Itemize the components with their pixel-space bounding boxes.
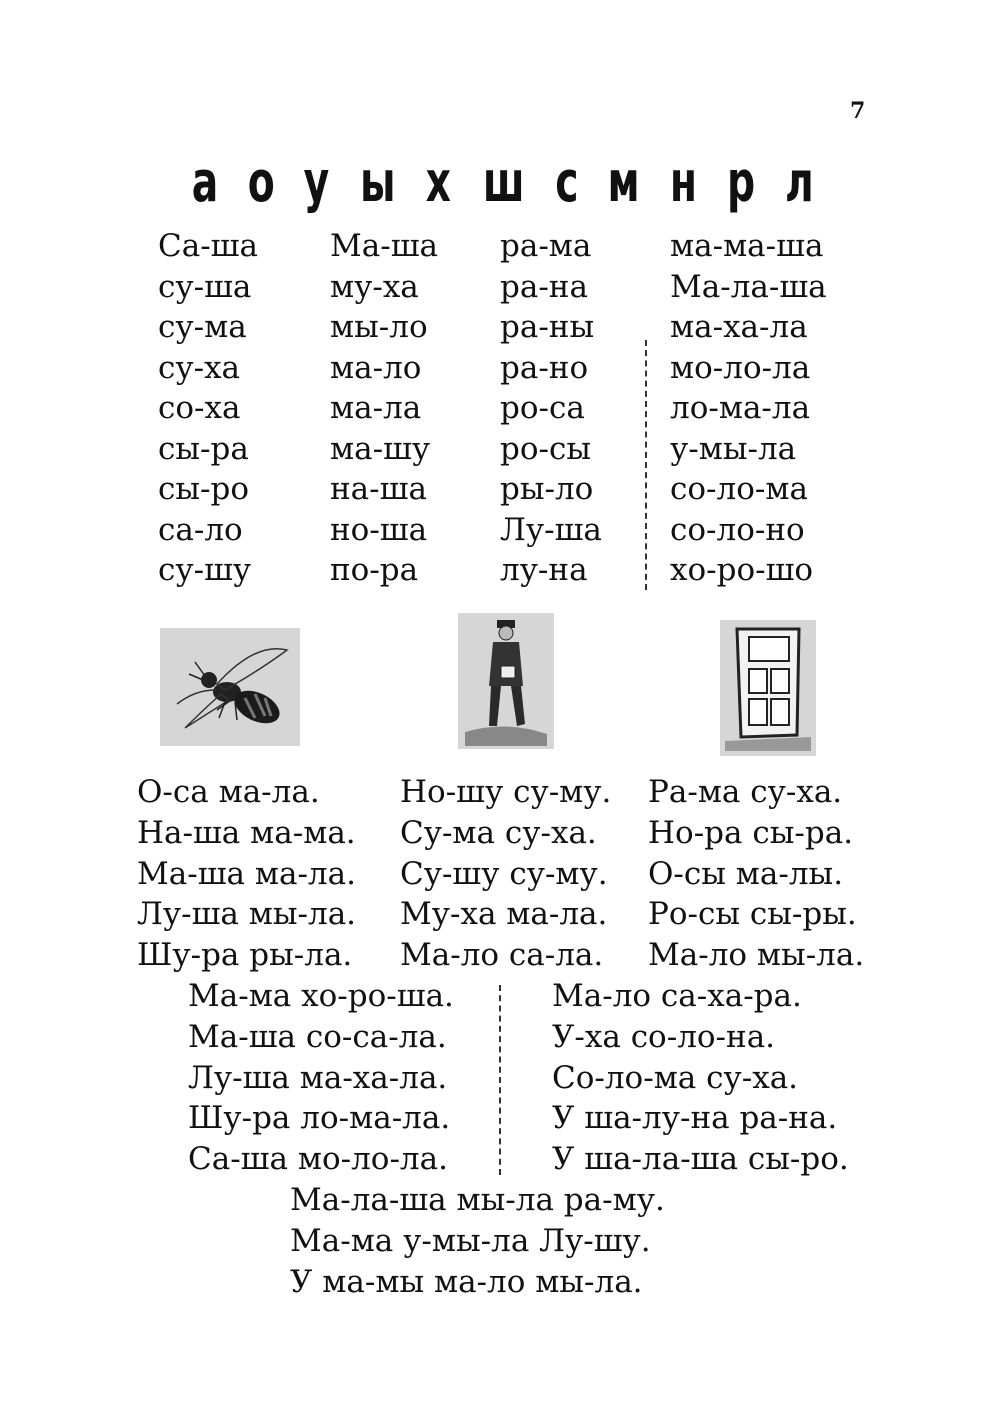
column-divider — [499, 985, 501, 1175]
sentence: Са-ша мо-ло-ла. — [188, 1141, 448, 1178]
sentence: У ша-лу-на ра-на. — [552, 1100, 838, 1137]
syllable-word: лу-на — [500, 552, 588, 588]
sentence: О-са ма-ла. — [137, 774, 320, 810]
syllable-word: су-ма — [158, 309, 247, 345]
sentence: Ма-ла-ша мы-ла ра-му. — [290, 1182, 665, 1218]
letter: у — [303, 150, 330, 215]
window-frame-picture — [720, 620, 816, 756]
syllable-word: Ма-ла-ша — [670, 268, 827, 305]
syllable-word: су-ха — [158, 349, 241, 386]
sentence-column-1 — [137, 772, 356, 976]
syllable-column-2 — [330, 226, 438, 591]
syllable-word: ма-ла — [330, 390, 422, 426]
letter: а — [191, 150, 219, 215]
sentence: У ша-ла-ша сы-ро. — [552, 1141, 849, 1178]
column-divider — [645, 340, 647, 590]
syllable-word: мо-ло-ла — [670, 349, 811, 386]
syllable-word: сы-ро — [158, 471, 250, 507]
wasp-picture — [160, 628, 300, 746]
letter: л — [784, 150, 814, 215]
sentence: О-сы ма-лы. — [648, 855, 844, 892]
sentence: Ма-ло са-ха-ра. — [552, 978, 802, 1014]
syllable-word: на-ша — [330, 471, 427, 507]
letter: ы — [359, 150, 396, 215]
syllable-word: Лу-ша — [500, 511, 602, 548]
sentence: Су-ма су-ха. — [400, 814, 597, 851]
syllable-column-3 — [500, 226, 602, 591]
sentence-pairs-left — [188, 976, 454, 1180]
sentence: Ма-ло мы-ла. — [648, 937, 865, 974]
letter: н — [670, 150, 698, 215]
sentence: Шу-ра ло-ма-ла. — [188, 1100, 451, 1137]
sentence: Ма-ма хо-ро-ша. — [188, 978, 454, 1014]
letter: ш — [482, 150, 525, 215]
syllable-column-1 — [158, 226, 258, 591]
window-frame-icon — [723, 623, 813, 753]
syllable-word: ма-шу — [330, 430, 431, 467]
sentence: Лу-ша ма-ха-ла. — [188, 1059, 448, 1096]
syllable-word: мы-ло — [330, 309, 428, 345]
syllable-word: по-ра — [330, 552, 419, 588]
letter: р — [727, 150, 756, 215]
sentence: Лу-ша мы-ла. — [137, 896, 357, 933]
sentence-pairs-right — [552, 976, 849, 1180]
sentence: Ма-ша со-са-ла. — [188, 1018, 447, 1055]
syllable-word: у-мы-ла — [670, 430, 797, 467]
syllable-word: ра-на — [500, 268, 588, 305]
sentence: Но-шу су-му. — [400, 774, 612, 810]
syllable-word: су-шу — [158, 552, 252, 588]
syllable-word: ро-са — [500, 390, 585, 426]
syllable-word: ра-но — [500, 349, 589, 386]
sentence: Но-ра сы-ра. — [648, 814, 854, 851]
final-sentences — [290, 1180, 665, 1302]
alphabet-letters-row — [188, 150, 818, 215]
syllable-word: ры-ло — [500, 471, 594, 507]
letter: о — [247, 150, 275, 215]
letter: х — [425, 150, 452, 215]
syllable-word: сы-ра — [158, 430, 249, 467]
sentence: Ра-ма су-ха. — [648, 774, 843, 810]
syllable-word: но-ша — [330, 511, 428, 548]
sentence: Ма-ма у-мы-ла Лу-шу. — [290, 1222, 651, 1259]
sentence: Со-ло-ма су-ха. — [552, 1059, 799, 1096]
letter: с — [555, 150, 579, 215]
sentence: Ма-ша ма-ла. — [137, 855, 356, 892]
sentence: У ма-мы ма-ло мы-ла. — [290, 1263, 643, 1300]
sentence: Ро-сы сы-ры. — [648, 896, 857, 933]
sentence: Му-ха ма-ла. — [400, 896, 608, 933]
wasp-icon — [165, 632, 295, 742]
sentence: На-ша ма-ма. — [137, 814, 356, 851]
syllable-word: ра-ма — [500, 228, 592, 264]
syllable-word: ра-ны — [500, 309, 595, 345]
syllable-word: со-ха — [158, 390, 241, 426]
syllable-word: хо-ро-шо — [670, 552, 814, 588]
syllable-word: со-ло-ма — [670, 471, 808, 507]
sentence-column-3 — [648, 772, 864, 976]
sentence-column-2 — [400, 772, 611, 976]
sentence: Ма-ло са-ла. — [400, 937, 604, 974]
syllable-column-4 — [670, 226, 827, 591]
sentence: Шу-ра ры-ла. — [137, 937, 353, 974]
syllable-word: Ма-ша — [330, 228, 439, 264]
standing-man-icon — [461, 616, 551, 746]
syllable-word: со-ло-но — [670, 511, 805, 548]
syllable-word: са-ло — [158, 511, 243, 548]
sentence: У-ха со-ло-на. — [552, 1018, 776, 1055]
sentence: Су-шу су-му. — [400, 855, 608, 892]
syllable-word: ло-ма-ла — [670, 390, 811, 426]
syllable-word: ма-ло — [330, 349, 422, 386]
letter: м — [607, 150, 641, 215]
syllable-word: Са-ша — [158, 228, 258, 264]
man-picture — [458, 613, 554, 749]
syllable-word: ро-сы — [500, 430, 592, 467]
page-number: 7 — [850, 98, 866, 124]
syllable-word: му-ха — [330, 268, 419, 305]
syllable-word: ма-ха-ла — [670, 309, 808, 345]
syllable-word: су-ша — [158, 268, 252, 305]
syllable-word: ма-ма-ша — [670, 228, 824, 264]
